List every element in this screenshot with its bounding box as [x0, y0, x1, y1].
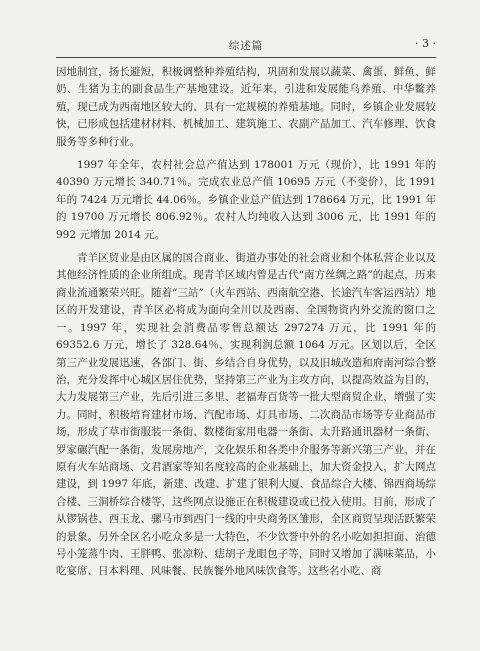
running-title: 综述篇: [228, 40, 264, 52]
page-number: · 3 ·: [415, 37, 436, 50]
paragraph: 1997 年全年，农村社会总产值达到 178001 万元（现价），比 1991 年的 40390 万元增长 340.71％。完成农业总产值 10695 万元（不变价），比 1991 年的 7424 万元增长 44.06％。乡镇企业总产值达到 178664 万元，比 1991 年的 19700 万元增长 806.92％。农村人均纯收入达到 3006 元，比 1991 年的 992 元增加 2014 元。: [56, 159, 436, 241]
paragraph: 青羊区贸业是由区属的国合商业、街道办事处的社会商业和个体私营企业以及其他经济性质的企业所组成。现青羊区域内曾是古代“南方丝绸之路”的起点，历来商业流通繁荣兴旺。随着“三站”（火车西站、西南航空港、长途汽车客运西站）地区的开发建设，青羊区必将成为面向全川以及西南、全国物资内外交流的窗口之一。1997 年，实现社会消费品零售总额达 297274 万元，比 1991 年的 69352.6 万元，增长了 328.64％，实现利润总额 1064 万元。区划以后，全区第三产业发展迅速，各部门、街、乡结合自身优势，以及旧城改造和府南河综合整治，充分发挥中心城区居住优势，坚持第三产业为主攻方向，以提高效益为目的，大力发展第三产业，先后引进三多里、老福寿百货等一批大型商贸企业，增强了实力。同时，积极培育建材市场、汽配市场、灯具市场、二次商品市场等专业商品市场，形成了草市街服装一条街、数楼街家用电器一条街、太升路通讯器材一条街、罗家碾汽配一条街，发展房地产，文化娱乐和各类中介服务等新兴第三产业，并在原有火车站商场、文君酒家等知名度较高的企业基础上，加大资金投入，扩大网点建设，到 1997 年底，新建、改建、扩建了银利大厦、食品综合大楼、锦西商场综合楼、三洞桥综合楼等，这些网点设施正在积极建设或已投入使用。目前，形成了从锣锅巷、西玉龙、骡马市到西门一线的中央商务区雏形，全区商贸呈现活跃繁荣的景象。另外全区名小吃众多是一大特色，不少饮誉中外的名小吃如担担面、治德号小笼蒸牛肉、王胖鸭、张凉粉、痣胡子龙眼包子等，同时又增加了满味菜品，小吃宴席、日本料理、风味餐、民族餐外地风味饮食等。这些名小吃、商: [56, 252, 436, 578]
paragraph: 因地制宜，扬长避短，积极调整种养殖结构，巩固和发展以蔬菜、禽蛋、鲜鱼、鲜奶、生猪为主的副食品生产基地建设。近年来，引进和发展能乌养殖、中华鳖养殖，现已成为西南地区较大的、具有一定规模的养殖基地。同时，乡镇企业发展较快，已形成包括建材材料、机械加工、建筑施工、农副产品加工、汽车修理、饮食服务等多种行业。: [56, 66, 436, 148]
page-header: [56, 37, 436, 58]
body-text: [56, 64, 436, 581]
